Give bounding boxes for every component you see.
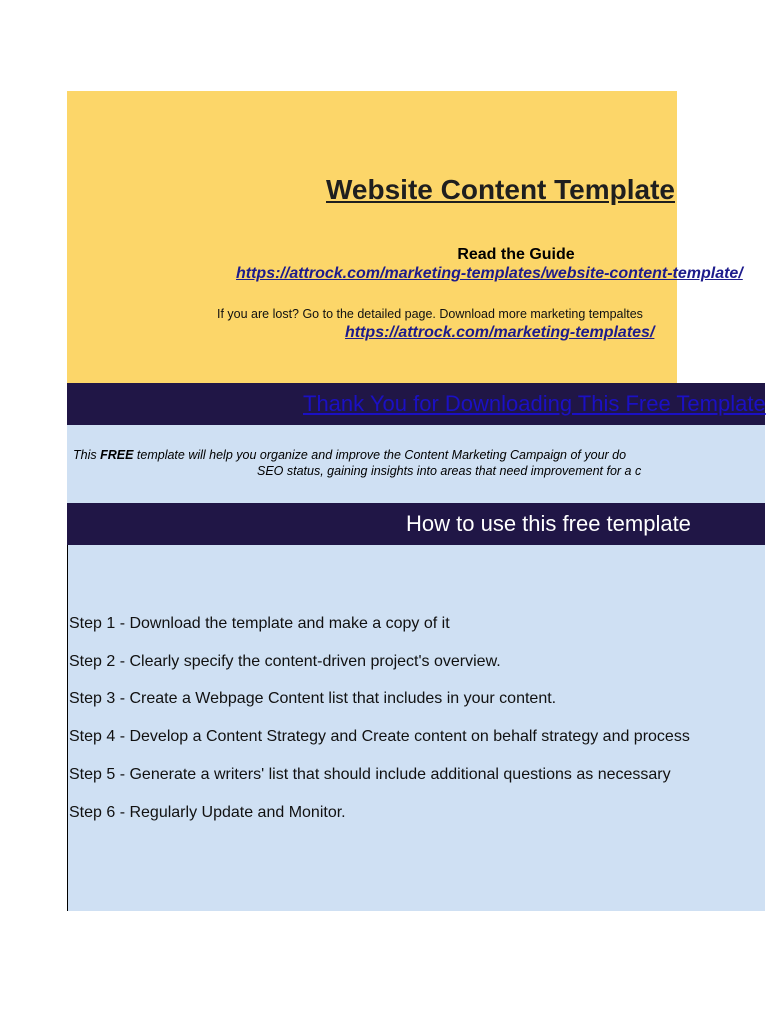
page-title: Website Content Template [326, 174, 676, 205]
howto-heading: How to use this free template [406, 511, 691, 536]
step-3: Step 3 - Create a Webpage Content list that includes in your content. [69, 690, 557, 707]
step-5: Step 5 - Generate a writers' list that should include additional questions as necessary [69, 766, 671, 783]
thanks-banner-link[interactable]: Thank You for Downloading This Free Template [303, 391, 766, 416]
intro-line-1-rest: template will help you organize and improve the Content Marketing Campaign of your do [133, 448, 627, 462]
intro-free-emphasis: FREE [100, 448, 134, 462]
guide-label: Read the Guide [457, 246, 575, 263]
step-2: Step 2 - Clearly specify the content-driven project's overview. [69, 653, 501, 670]
intro-line-1 [73, 447, 677, 463]
guide-link[interactable]: https://attrock.com/marketing-templates/website-content-template/ [236, 265, 743, 282]
templates-link[interactable]: https://attrock.com/marketing-templates/ [345, 324, 655, 341]
step-1: Step 1 - Download the template and make a copy of it [69, 615, 450, 632]
step-4: Step 4 - Develop a Content Strategy and Create content on behalf strategy and process [69, 728, 690, 745]
intro-line-2: SEO status, gaining insights into areas that need improvement for a c [257, 464, 642, 478]
cell-border [67, 545, 68, 911]
lost-help-text: If you are lost? Go to the detailed page. Download more marketing tempaltes [217, 307, 643, 321]
intro-prefix: This [73, 448, 101, 462]
step-6: Step 6 - Regularly Update and Monitor. [69, 804, 346, 821]
